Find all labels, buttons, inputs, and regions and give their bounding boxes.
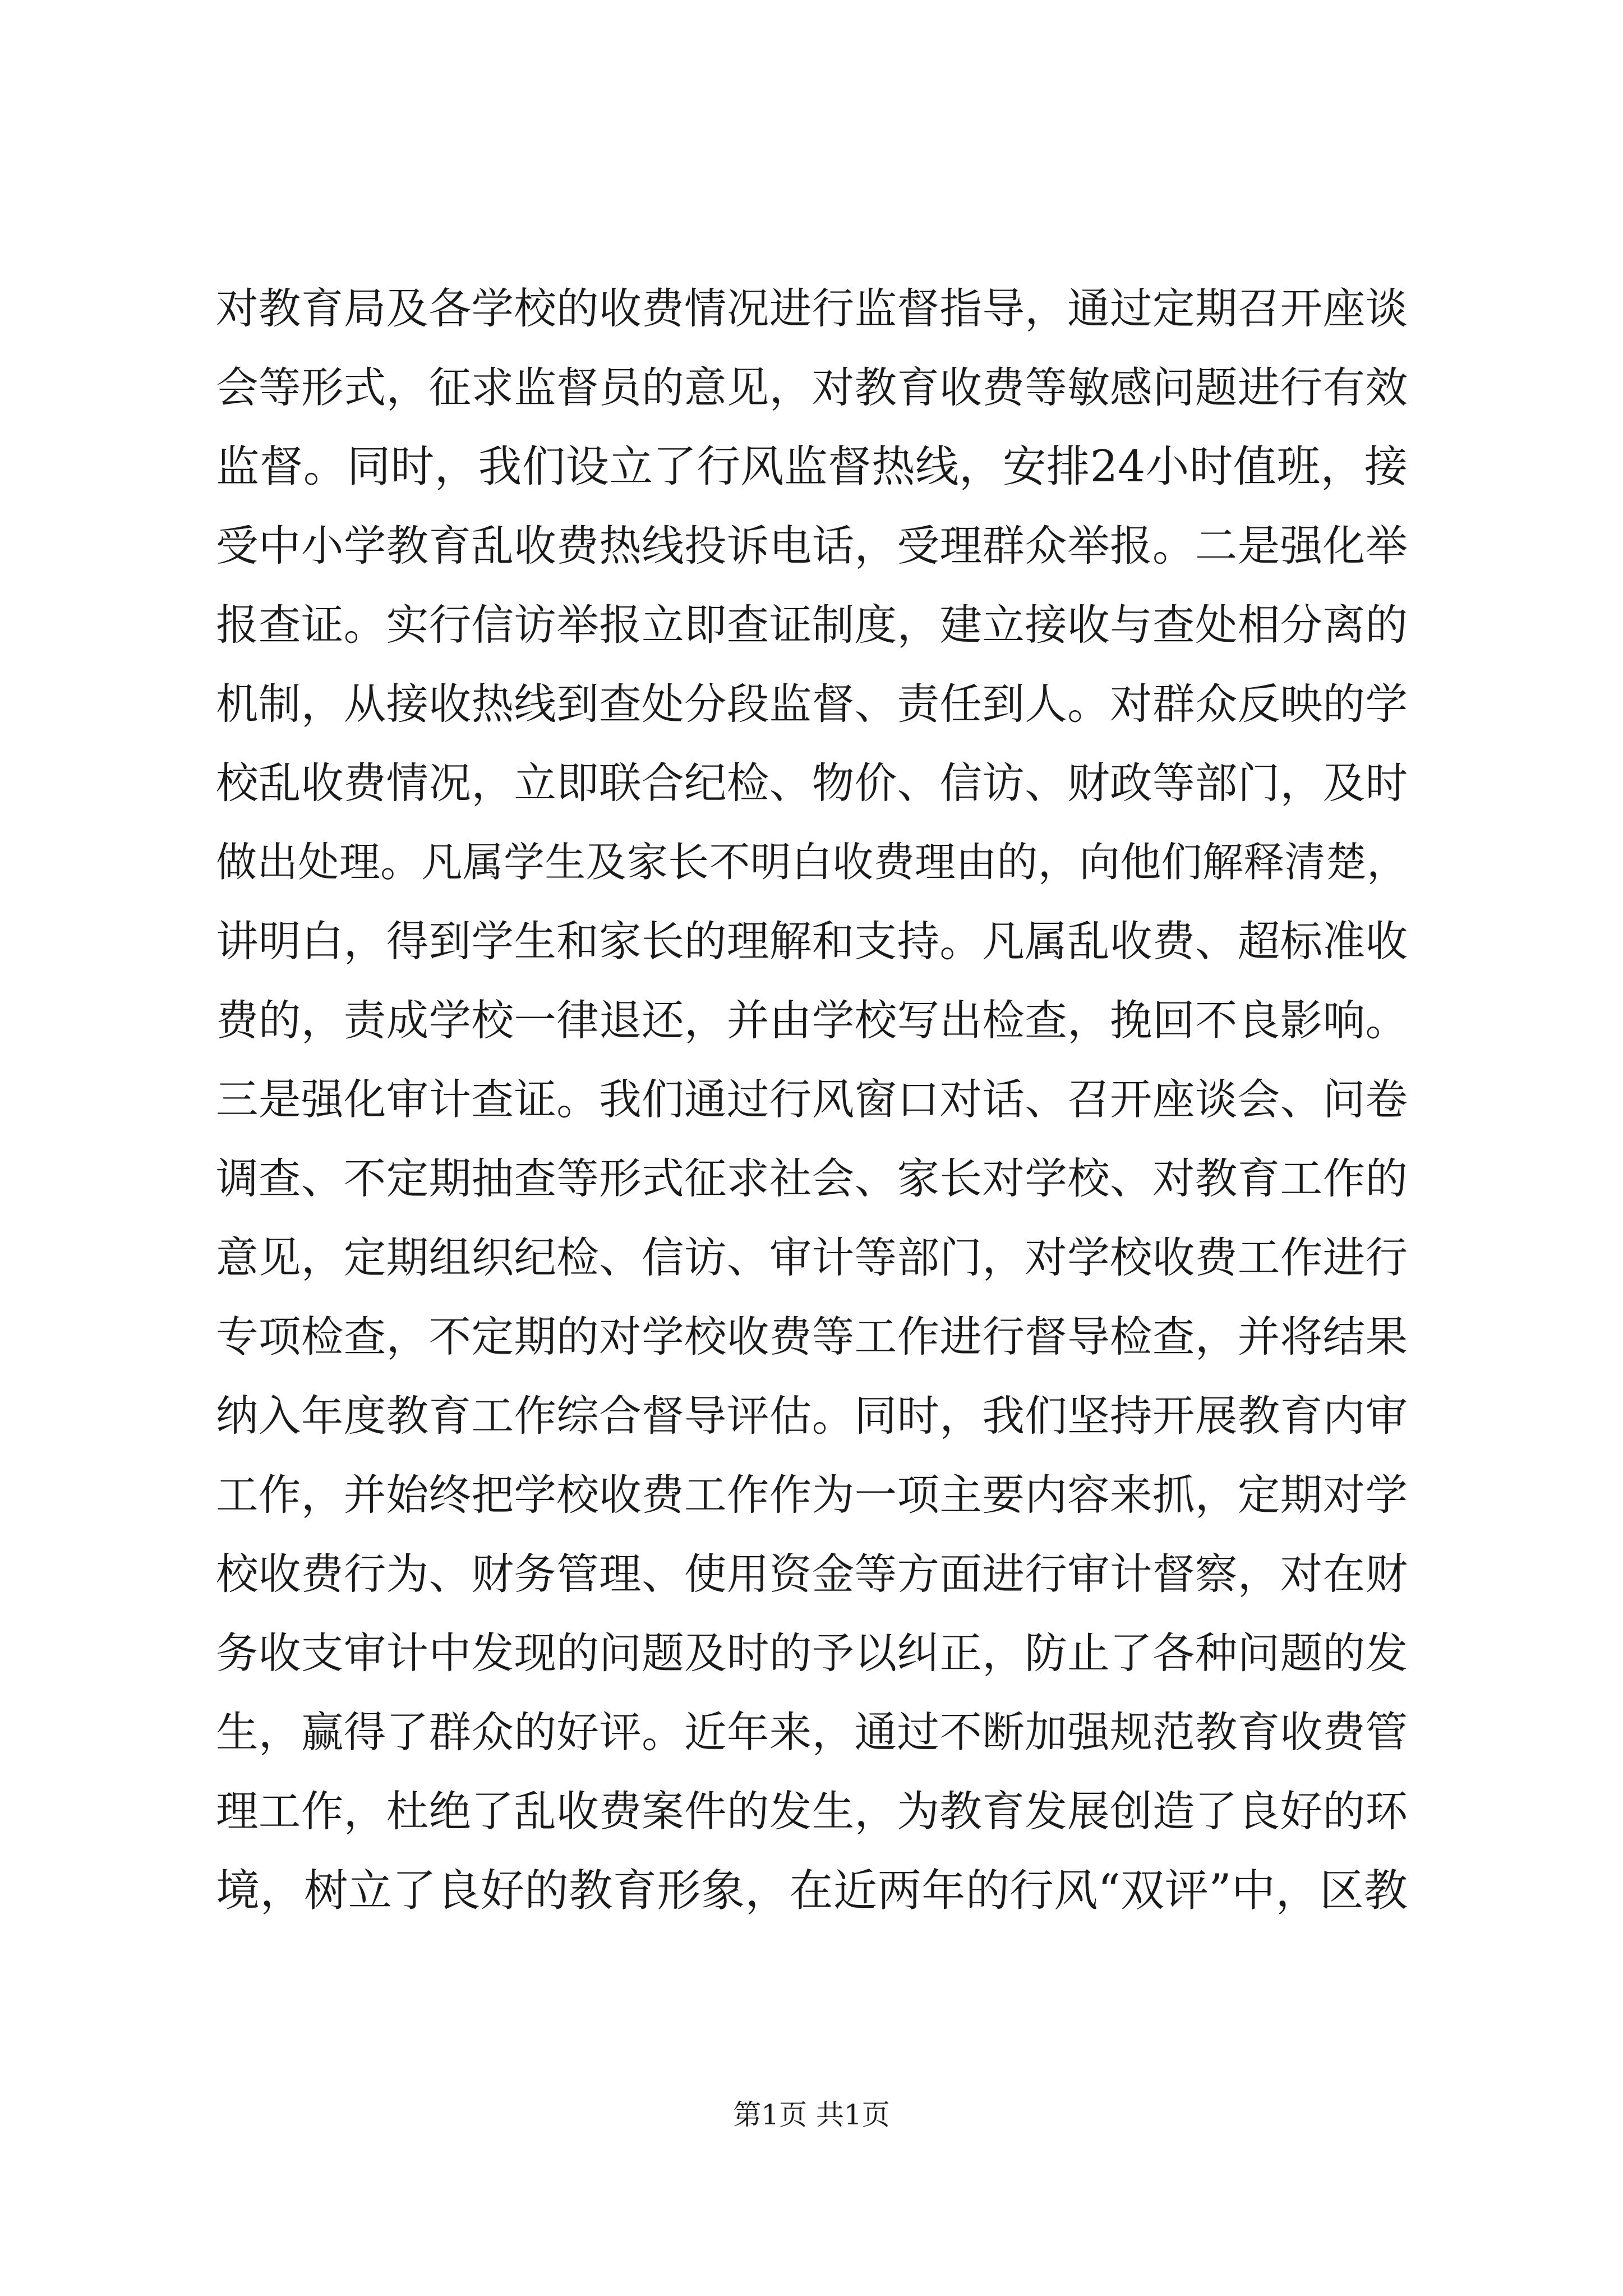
text-line: 报查证。实行信访举报立即查证制度，建立接收与查处相分离的 <box>216 600 1408 650</box>
text-line: 理工作，杜绝了乱收费案件的发生，为教育发展创造了良好的环 <box>216 1787 1408 1836</box>
text-line: 做出处理。凡属学生及家长不明白收费理由的，向他们解释清楚， <box>216 839 1408 886</box>
text-line: 会等形式，征求监督员的意见，对教育收费等敏感问题进行有效 <box>216 363 1408 412</box>
text-line: 调查、不定期抽查等形式征求社会、家长对学校、对教育工作的 <box>216 1154 1408 1203</box>
text-line: 意见，定期组织纪检、信访、审计等部门，对学校收费工作进行 <box>216 1233 1408 1282</box>
text-line: 监督。同时，我们设立了行风监督热线，安排24小时值班，接 <box>216 441 1408 492</box>
page-footer <box>0 2095 1623 2134</box>
text-line: 对教育局及各学校的收费情况进行监督指导，通过定期召开座谈 <box>216 284 1408 333</box>
text-line: 工作，并始终把学校收费工作作为一项主要内容来抓，定期对学 <box>216 1470 1408 1520</box>
text-line: 校乱收费情况，立即联合纪检、物价、信访、财政等部门，及时 <box>216 758 1408 808</box>
text-line: 费的，责成学校一律退还，并由学校写出检查，挽回不良影响。 <box>216 996 1408 1045</box>
text-line: 生，赢得了群众的好评。近年来，通过不断加强规范教育收费管 <box>216 1708 1408 1757</box>
text-line: 境，树立了良好的教育形象，在近两年的行风“双评”中，区教 <box>216 1865 1408 1916</box>
text-line: 讲明白，得到学生和家长的理解和支持。凡属乱收费、超标准收 <box>216 917 1408 966</box>
text-line: 专项检查，不定期的对学校收费等工作进行督导检查，并将结果 <box>216 1312 1408 1361</box>
text-line: 机制，从接收热线到查处分段监督、责任到人。对群众反映的学 <box>216 679 1408 729</box>
body-text <box>216 269 1408 1930</box>
text-line: 务收支审计中发现的问题及时的予以纠正，防止了各种问题的发 <box>216 1628 1408 1678</box>
text-line: 受中小学教育乱收费热线投诉电话，受理群众举报。二是强化举 <box>216 521 1408 570</box>
text-line: 纳入年度教育工作综合督导评估。同时，我们坚持开展教育内审 <box>216 1391 1408 1441</box>
text-line: 三是强化审计查证。我们通过行风窗口对话、召开座谈会、问卷 <box>216 1075 1408 1124</box>
page-number-label: 第1页 共1页 <box>733 2099 890 2131</box>
text-line: 校收费行为、财务管理、使用资金等方面进行审计督察，对在财 <box>216 1549 1408 1599</box>
